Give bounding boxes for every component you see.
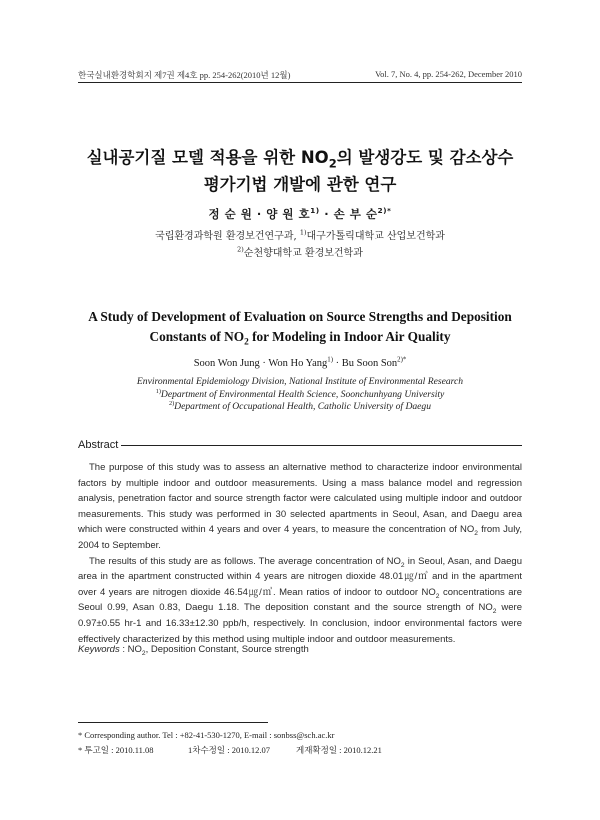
footnotes [78, 728, 522, 758]
header-divider [78, 82, 522, 83]
english-affiliation-line-2: $^{1)}$Department of Environmental Health Science, Soonchunhyang University [155, 387, 445, 400]
keywords: Keywords : $NO_2$, Deposition Constant, Source strength [78, 644, 309, 657]
journal-header-english: Vol. 7, No. 4, pp. 254-262, December 2010 [375, 69, 522, 79]
submission-dates [78, 743, 522, 758]
abstract-paragraph-2: The results of this study are as follows. The average concentration of $NO_2$ in Seoul, Asan, and Daegu area in the apartment constructed within 4 years are nitrogen dioxide 48.01㎍/㎥ and in the apartment over 4 years are nitrogen dioxide 46.54㎍/㎥. Mean ratios of indoor to outdoor $NO_2$ concentrations are Seoul 0.99, Asan 0.83, Daegu 1.18. The deposition constant and the source strength of $NO_2$ were 0.97±0.55 hr-1 and 16.33±12.30 ppb/h, respectively. In conclusion, indoor environmental factors were effectively characterized by this method using multiple indoor and outdoor measurements. [78, 555, 523, 645]
revised-date: 1차수정일 : 2010.12.07 [188, 745, 270, 755]
received-date: * 투고일 : 2010.11.08 [78, 745, 154, 755]
korean-title-line-1: 실내공기질 모델 적용을 위한 $NO_2$의 발생강도 및 감소상수 [86, 148, 514, 171]
journal-header-korean: 한국실내환경학회지 제7권 제4호 pp. 254-262(2010년 12월) [78, 70, 291, 80]
abstract-heading-label: Abstract [78, 439, 119, 451]
abstract-body [78, 460, 522, 647]
corresponding-author-note: * Corresponding author. Tel : +82-41-530-1270, E-mail : sonbss@sch.ac.kr [78, 730, 335, 740]
korean-affiliations [40, 228, 560, 262]
english-title-line-2: Constants of $NO_2$ for Modeling in Indoor Air Quality [149, 329, 451, 348]
english-affiliation-line-3: $^{2)}$Department of Occupational Health, Catholic University of Daegu [168, 399, 432, 412]
english-affiliation-line-1: Environmental Epidemiology Division, National Institute of Environmental Research [136, 376, 464, 387]
footnote-divider [78, 722, 268, 723]
korean-title [40, 144, 560, 198]
english-authors: Soon Won Jung · Won Ho Yang$^{1)}$ · Bu Soon Son$^{2)*}$ [193, 356, 407, 369]
korean-title-line-2: 평가기법 개발에 관한 연구 [203, 175, 397, 194]
english-affiliations [40, 376, 560, 414]
korean-affiliation-line-1: 국립환경과학원 환경보건연구과, $^{1)}$대구가톨릭대학교 산업보건학과 [155, 228, 445, 242]
keywords-label: Keywords [78, 644, 120, 655]
abstract-heading [78, 439, 522, 451]
english-title-line-1: A Study of Development of Evaluation on Source Strengths and Deposition [88, 309, 512, 324]
accepted-date: 게재확정일 : 2010.12.21 [296, 745, 382, 755]
korean-authors: 정 순 원 · 양 원 호$^{1)}$ · 손 부 순$^{2)*}$ [208, 206, 392, 221]
english-title [40, 307, 560, 347]
korean-affiliation-line-2: $^{2)}$순천향대학교 환경보건학과 [237, 245, 363, 259]
abstract-paragraph-1: The purpose of this study was to assess an alternative method to characterize indoor environmental factors by multiple indoor and outdoor measurements. Using a mass balance model and regression analysis, penetration factor and source strength factor were calculated using multiple indoor and outdoor measurements. This study was performed in 30 selected apartments in Seoul, Asan, and Daegu area which were constructed within 4 years and over 4 years, to measure the concentration of $NO_2$ from July, 2004 to September. [78, 462, 523, 551]
abstract-heading-rule [121, 445, 522, 446]
